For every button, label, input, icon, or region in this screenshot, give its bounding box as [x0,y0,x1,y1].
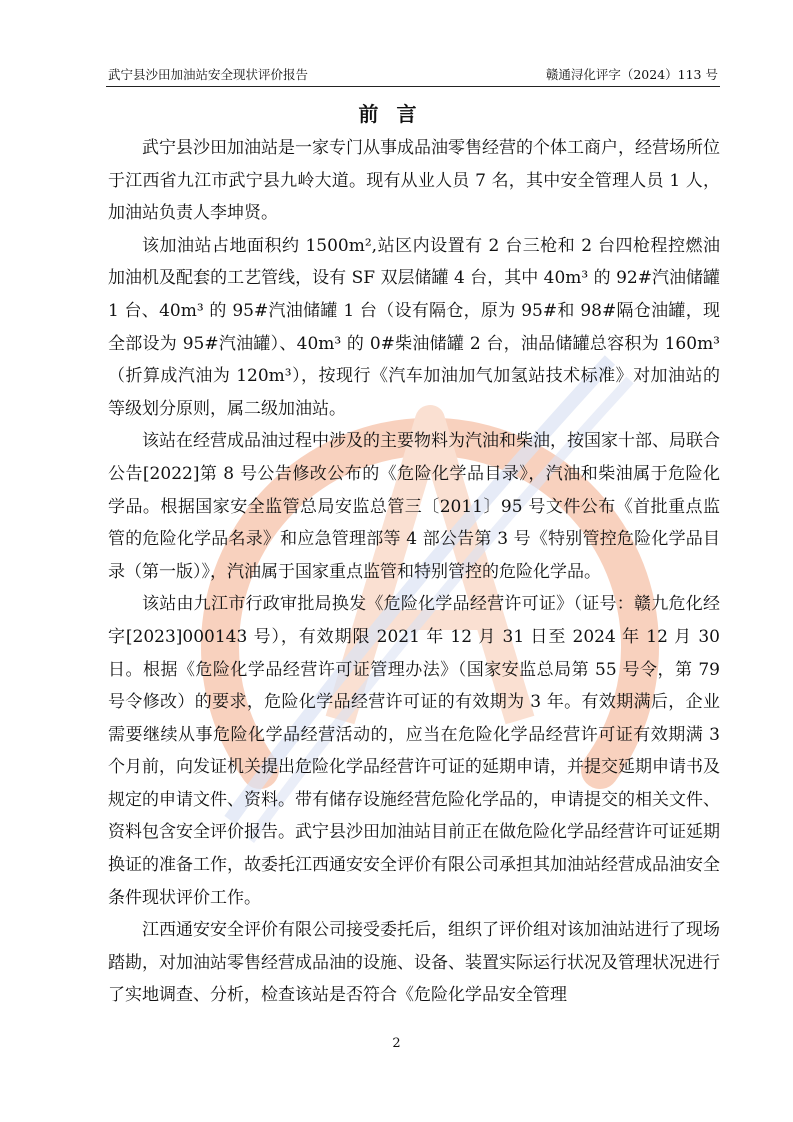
page-header [108,66,718,84]
paragraph: 武宁县沙田加油站是一家专门从事成品油零售经营的个体工商户，经营场所位于江西省九江市武宁县九岭大道。现有从业人员 7 名，其中安全管理人员 1 人，加油站负责人李坤贤。 [108,138,720,224]
header-divider [106,86,720,87]
header-report-number: 赣通浔化评字（2024）113 号 [545,67,718,82]
header-report-title: 武宁县沙田加油站安全现状评价报告 [108,67,309,82]
section-title: 前言 [358,102,435,126]
body-text [108,132,720,1012]
paragraph: 该加油站占地面积约 1500m²,站区内设置有 2 台三枪和 2 台四枪程控燃油加油机及配套的工艺管线，设有 SF 双层储罐 4 台，其中 40m³ 的 92#汽油储罐 1 台、40m³ 的 95#汽油储罐 1 台（设有隔仓，原为 95#和 98#隔仓油罐，现全部设为 95#汽油罐）、40m³ 的 0#柴油储罐 2 台，油品储罐总容积为 160m³（折算成汽油为 120m³），按现行《汽车加油加气加氢站技术标准》对加油站的等级划分原则，属二级加油站。 [108,235,720,419]
paragraph: 该站由九江市行政审批局换发《危险化学品经营许可证》（证号：赣九危化经字[2023]000143 号），有效期限 2021 年 12 月 31 日至 2024 年 12 月 30 日。根据《危险化学品经营许可证管理办法》（国家安监总局第 55 号令，第 79 号令修改）的要求，危险化学品经营许可证的有效期为 3 年。有效期满后，企业需要继续从事危险化学品经营活动的，应当在危险化学品经营许可证有效期满 3 个月前，向发证机关提出危险化学品经营许可证的延期申请，并提交延期申请书及规定的申请文件、资料。带有储存设施经营危险化学品的，申请提交的相关文件、资料包含安全评价报告。武宁县沙田加油站目前正在做危险化学品经营许可证延期换证的准备工作，故委托江西通安安全评价有限公司承担其加油站经营成品油安全条件现状评价工作。 [108,594,720,908]
paragraph: 该站在经营成品油过程中涉及的主要物料为汽油和柴油，按国家十部、局联合公告[2022]第 8 号公告修改公布的《危险化学品目录》，汽油和柴油属于危险化学品。根据国家安全监管总局安监总管三〔2011〕95 号文件公布《首批重点监管的危险化学品名录》和应急管理部等 4 部公告第 3 号《特别管控危险化学品目录（第一版）》，汽油属于国家重点监管和特别管控的危险化学品。 [108,431,720,582]
page-number: 2 [392,1036,401,1051]
paragraph: 江西通安安全评价有限公司接受委托后，组织了评价组对该加油站进行了现场踏勘，对加油站零售经营成品油的设施、设备、装置实际运行状况及管理状况进行了实地调查、分析，检查该站是否符合《危险化学品安全管理 [108,920,720,1006]
